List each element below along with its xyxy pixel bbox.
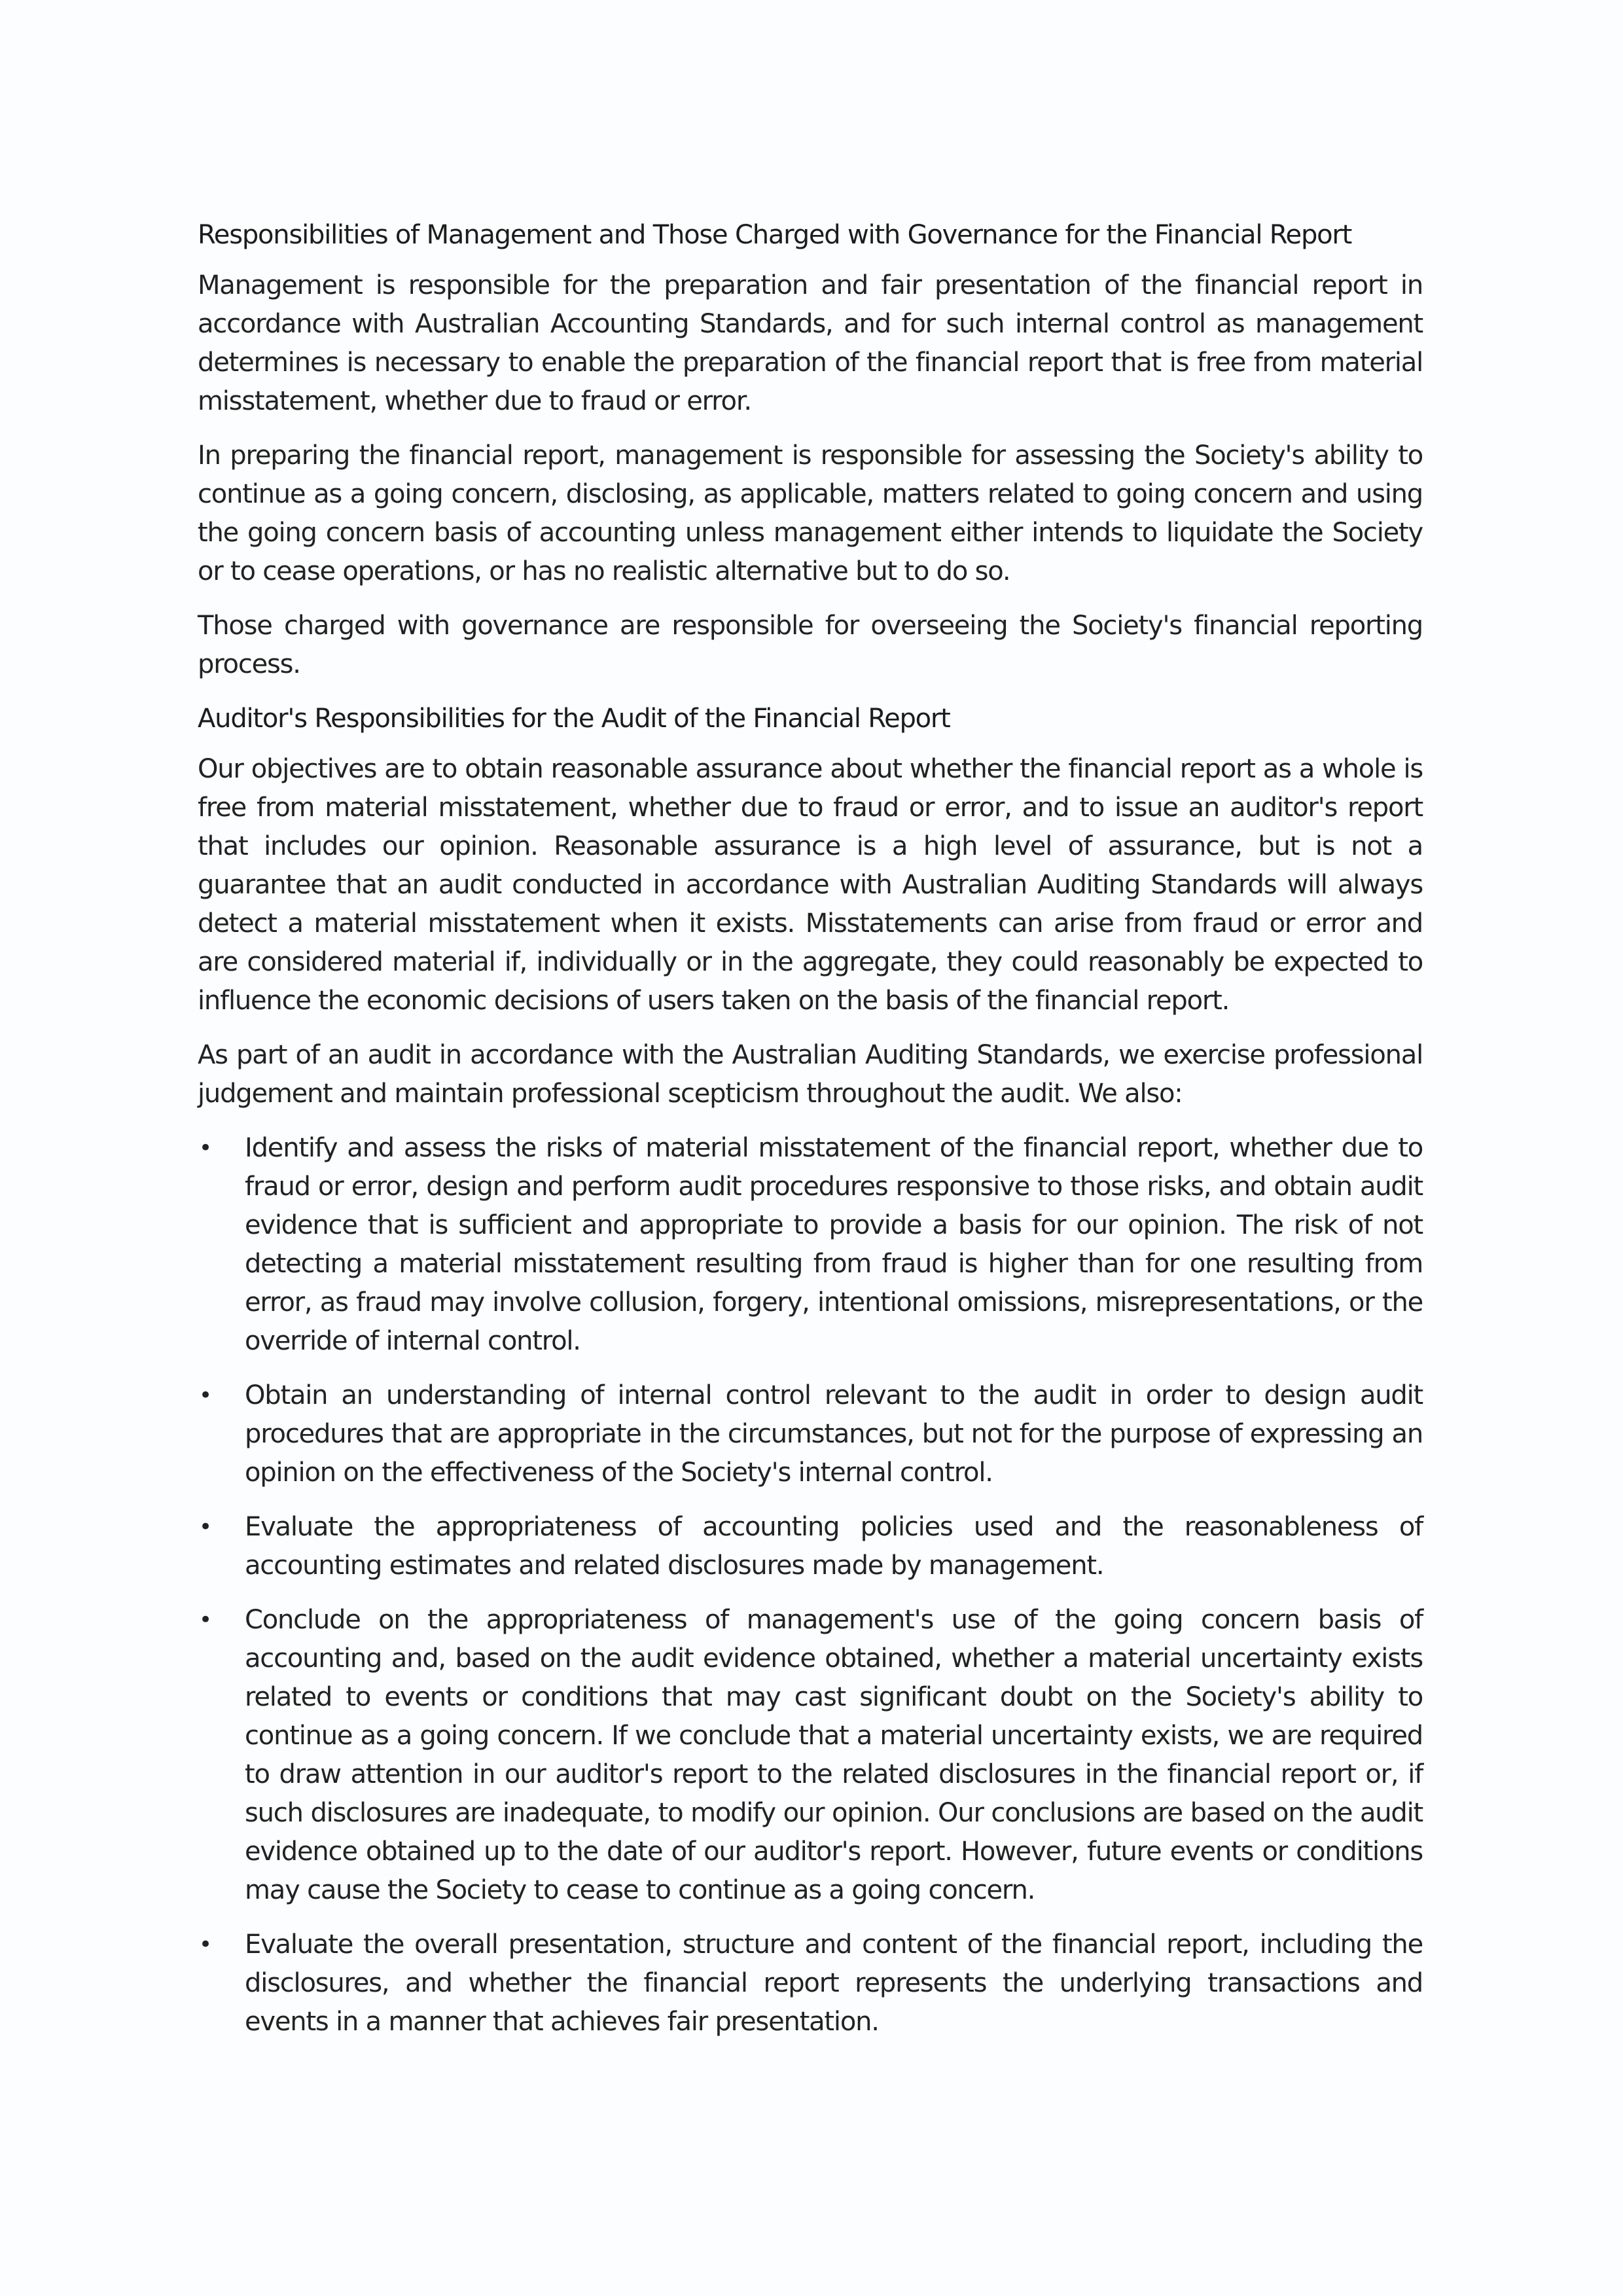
list-item-text: Obtain an understanding of internal control relevant to the audit in order to design audit procedures that are appropriate in the circumstances, but not for the purpose of expressing an opinion on the effectiveness of the Society's internal control. — [245, 1380, 1423, 1488]
list-item-text: Conclude on the appropriateness of management's use of the going concern basis of accounting and, based on the audit evidence obtained, whether a material uncertainty exists related to events or conditions that may cast significant doubt on the Society's ability to continue as a going concern. If we conclude that a material uncertainty exists, we are required to draw attention in our auditor's report to the related disclosures in the financial report or, if such disclosures are inadequate, to modify our opinion. Our conclusions are based on the audit evidence obtained up to the date of our auditor's report. However, future events or conditions may cause the Society to cease to continue as a going concern. — [245, 1605, 1423, 1905]
paragraph-going-concern: In preparing the financial report, management is responsible for assessing the Society's ability to continue as a going concern, disclosing, as applicable, matters related to going concern and using the going concern basis of accounting unless management either intends to liquidate the Society or to cease operations, or has no realistic alternative but to do so. — [198, 440, 1423, 586]
bullet-icon: • — [199, 1135, 211, 1161]
bullet-icon: • — [199, 1382, 211, 1408]
paragraph-governance-oversight: Those charged with governance are responsible for overseeing the Society's financial reporting process. — [198, 611, 1423, 679]
list-item-text: Evaluate the overall presentation, structure and content of the financial report, including the disclosures, and whether the financial report represents the underlying transactions and events in a manner that achieves fair presentation. — [245, 1929, 1423, 2037]
paragraph-audit-approach: As part of an audit in accordance with the Australian Auditing Standards, we exercise professional judgement and maintain professional scepticism throughout the audit. We also: — [198, 1040, 1423, 1109]
audit-procedures-list — [198, 1129, 1423, 2041]
bullet-icon: • — [199, 1607, 211, 1633]
list-item — [198, 1926, 1423, 2041]
paragraph-audit-objectives: Our objectives are to obtain reasonable assurance about whether the financial report as a whole is free from material misstatement, whether due to fraud or error, and to issue an auditor's report that includes our opinion. Reasonable assurance is a high level of assurance, but is not a guarantee that an audit conducted in accordance with Australian Auditing Standards will always detect a material misstatement when it exists. Misstatements can arise from fraud or error and are considered material if, individually or in the aggregate, they could reasonably be expected to influence the economic decisions of users taken on the basis of the financial report. — [198, 754, 1423, 1016]
list-item — [198, 1508, 1423, 1585]
list-item — [198, 1376, 1423, 1492]
document-page — [198, 216, 1423, 2057]
bullet-icon: • — [199, 1931, 211, 1958]
list-item-text: Evaluate the appropriateness of accounting policies used and the reasonableness of accounting estimates and related disclosures made by management. — [245, 1512, 1423, 1581]
list-item — [198, 1129, 1423, 1361]
list-item-text: Identify and assess the risks of material misstatement of the financial report, whether due to fraud or error, design and perform audit procedures responsive to those risks, and obtain audit evidence that is sufficient and appropriate to provide a basis for our opinion. The risk of not detecting a material misstatement resulting from fraud is higher than for one resulting from error, as fraud may involve collusion, forgery, intentional omissions, misrepresentations, or the override of internal control. — [245, 1133, 1423, 1356]
bullet-icon: • — [199, 1514, 211, 1540]
paragraph-management-responsibility: Management is responsible for the preparation and fair presentation of the financial report in accordance with Australian Accounting Standards, and for such internal control as management determines is necessary to enable the preparation of the financial report that is free from material misstatement, whether due to fraud or error. — [198, 270, 1423, 416]
list-item — [198, 1601, 1423, 1910]
section-heading-management-responsibilities: Responsibilities of Management and Those Charged with Governance for the Financial Report — [198, 220, 1352, 250]
section-heading-auditor-responsibilities: Auditor's Responsibilities for the Audit of the Financial Report — [198, 704, 950, 734]
